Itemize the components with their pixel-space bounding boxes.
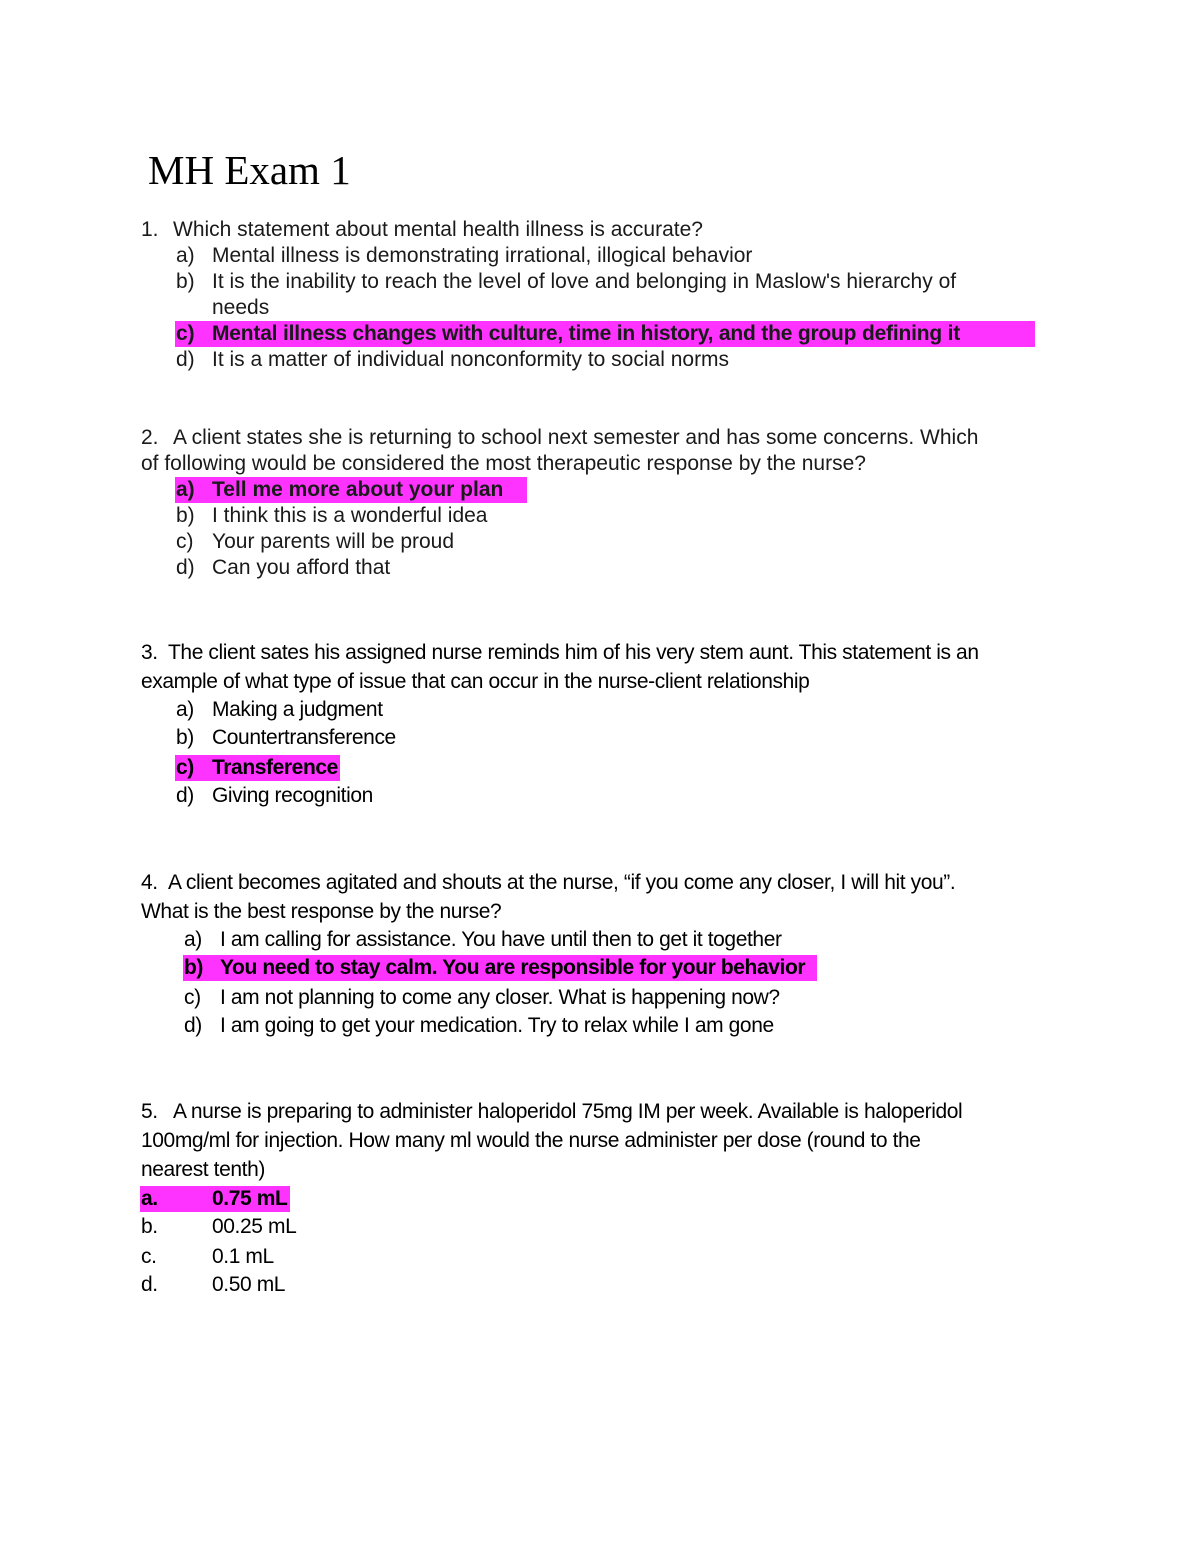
option-text: 0.50 mL: [212, 1273, 286, 1296]
question-stem: A nurse is preparing to administer haloperidol 75mg IM per week. Available is haloperidol: [173, 1100, 963, 1123]
correct-option-text: You need to stay calm. You are responsible for your behavior: [220, 956, 806, 979]
question-number: 5.: [141, 1100, 158, 1123]
question-number: 2.: [141, 426, 159, 449]
option-text: Giving recognition: [212, 784, 373, 807]
option-text: Making a judgment: [212, 698, 383, 721]
option-letter: a.: [141, 1187, 158, 1210]
option-letter: c): [184, 986, 201, 1009]
option-letter: d.: [141, 1273, 158, 1296]
option-text: Can you afford that: [212, 556, 391, 579]
question-stem-continued: of following would be considered the most therapeutic response by the nurse?: [141, 452, 866, 475]
option-letter: c): [176, 322, 195, 345]
correct-option-text: Tell me more about your plan: [212, 478, 504, 501]
question-stem-continued: example of what type of issue that can occur in the nurse-client relationship: [141, 670, 810, 693]
question-stem-continued: What is the best response by the nurse?: [141, 900, 502, 923]
option-text: 00.25 mL: [212, 1215, 297, 1238]
option-text: I am going to get your medication. Try to relax while I am gone: [220, 1014, 774, 1037]
option-letter: a): [176, 698, 194, 721]
option-text: 0.1 mL: [212, 1245, 274, 1268]
question-stem: Which statement about mental health illness is accurate?: [173, 218, 703, 241]
option-letter: b.: [141, 1215, 158, 1238]
option-letter: b): [184, 956, 204, 979]
option-letter: b): [176, 504, 195, 527]
option-text: It is the inability to reach the level of love and belonging in Maslow's hierarchy of: [212, 270, 957, 293]
option-letter: d): [176, 784, 194, 807]
page-title: MH Exam 1: [148, 147, 351, 193]
option-letter: d): [176, 348, 195, 371]
option-letter: d): [176, 556, 195, 579]
option-letter: c): [176, 756, 194, 779]
option-letter: d): [184, 1014, 202, 1037]
question-number: 1.: [141, 218, 159, 241]
question-number: 3.: [141, 641, 158, 664]
option-text: Your parents will be proud: [212, 530, 455, 553]
option-letter: b): [176, 270, 195, 293]
correct-option-text: Transference: [212, 756, 338, 779]
question-stem-continued: 100mg/ml for injection. How many ml would the nurse administer per dose (round to the: [141, 1129, 921, 1152]
correct-option-text: 0.75 mL: [212, 1187, 288, 1210]
option-letter: b): [176, 726, 194, 749]
option-text: Countertransference: [212, 726, 396, 749]
option-text: Mental illness is demonstrating irrational, illogical behavior: [212, 244, 753, 267]
correct-option-text: Mental illness changes with culture, time in history, and the group defining it: [212, 322, 961, 345]
option-letter: a): [184, 928, 202, 951]
question-stem: A client becomes agitated and shouts at the nurse, “if you come any closer, I will hit you”.: [168, 871, 956, 894]
question-stem-continued: nearest tenth): [141, 1158, 265, 1181]
question-stem: The client sates his assigned nurse reminds him of his very stem aunt. This statement is an: [168, 641, 979, 664]
option-text: I am calling for assistance. You have until then to get it together: [220, 928, 782, 951]
option-letter: c.: [141, 1245, 157, 1268]
option-text: I am not planning to come any closer. What is happening now?: [220, 986, 780, 1009]
option-text-continued: needs: [212, 296, 270, 319]
option-text: It is a matter of individual nonconformity to social norms: [212, 348, 730, 371]
option-text: I think this is a wonderful idea: [212, 504, 488, 527]
option-letter: a): [176, 478, 195, 501]
option-letter: c): [176, 530, 194, 553]
option-letter: a): [176, 244, 195, 267]
question-stem: A client states she is returning to school next semester and has some concerns. Which: [173, 426, 979, 449]
question-number: 4.: [141, 871, 158, 894]
